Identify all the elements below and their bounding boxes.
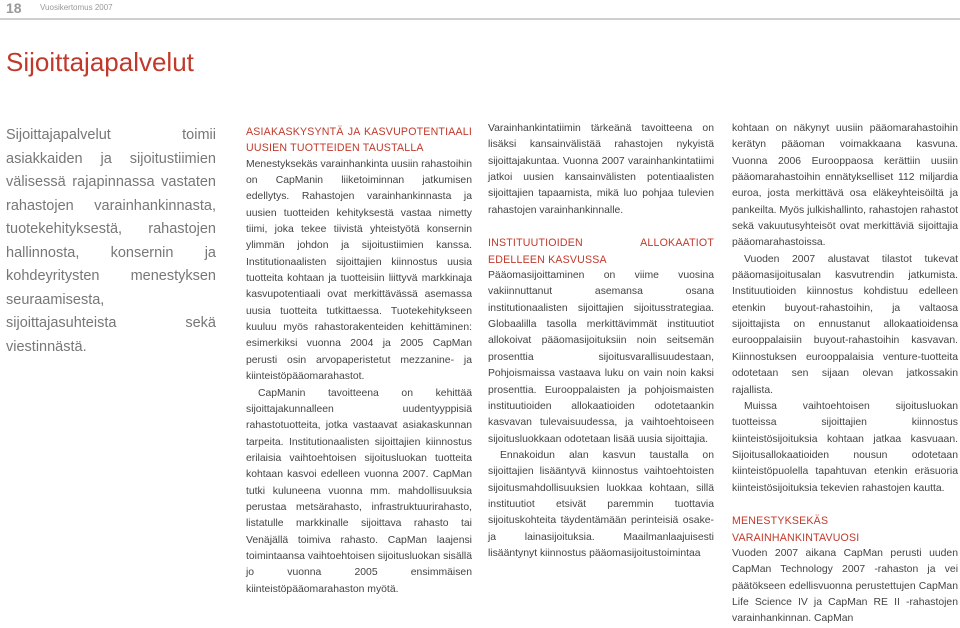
text-column-3	[732, 121, 958, 628]
col3-paragraph-2: Vuoden 2007 alustavat tilastot tukevat pääomasijoitusalan kasvutrendin jatkumista. Instituutioiden kiinnostus kohdistuu edelleen etenkin buyout-rahastoihin, ja valtaosa sijoittajista on ennustanut allokaatioidensa eurooppalaisiin buyout-rahastoihin kasvavan. Kiinnostuksen eurooppalaisia venture-tuotteita odotetaan sen sijaan olevan jatkossakin rajallista.	[732, 253, 958, 396]
page-title: Sijoittajapalvelut	[6, 47, 194, 77]
paragraph-gap	[488, 219, 714, 235]
col1-paragraph-2: CapManin tavoitteena on kehittää sijoittajakunnalleen uudentyyppisiä rahastotuotteita, jotka vastaavat asiakaskunnan tarpeita. Institutionaalisten sijoittajien kiinnostus erilaisia vaihtoehtoisen sijoitusluokan tuotteita kohtaan kasvoi edelleen vuonna 2007. CapMan tutki kuluneena vuonna mm. mahdollisuuksia perustaa metsärahasto, infrastruktuurirahasto, listatulle markkinalle sijoittava rahasto tai Venäjällä toimiva rahasto. CapMan laajensi toimintaansa vaihtoehtoisen sijoitusluokan sisällä jo vuonna 2005 ensimmäisen kiinteistöpääomarahaston myötä.	[246, 387, 472, 595]
col3-paragraph-3: Muissa vaihtoehtoisen sijoitusluokan tuotteissa sijoittajien kiinnostus kiinteistösijoituksia kohtaan jatkaa kasvuaan. Sijoitusallokaatioiden nousun odotetaan kiinteistöpuolella tapahtuvan etenkin eräsuoria kiinteistösijoituksia tekevien rahastojen kautta.	[732, 400, 958, 494]
col3-paragraph-1: kohtaan on näkynyt uusiin pääomarahastoihin kerätyn pääoman voimakkaana kasvuna. Vuonna 2006 Eurooppaosa kerättiin uusiin pääomarahastoihin ennätykselliset 112 miljardia euroa, josta merkittävä osa eläkeyhteisöiltä ja pankeilta. Myös julkishallinto, rahastojen rahastot sekä vakuutusyhteisöt ovat merkittäviä sijoittajia pääomarahastoissa.	[732, 123, 958, 249]
running-head: Vuosikertomus 2007	[40, 3, 113, 12]
col3-paragraph-4: Vuoden 2007 aikana CapMan perusti uuden CapMan Technology 2007 -rahaston ja vei päätökseen edellisvuonna perustettujen CapMan Life Science IV ja CapMan RE II -rahastojen varainhankinnan. CapMan	[732, 547, 958, 625]
text-column-1	[246, 124, 472, 598]
header-divider	[0, 18, 960, 20]
section-heading-demand: ASIAKASKYSYNTÄ JA KASVUPOTENTIAALI UUSIEN TUOTTEIDEN TAUSTALLA	[246, 126, 472, 155]
section-heading-allocations: INSTITUUTIOIDEN ALLOKAATIOT EDELLEEN KASVUSSA	[488, 237, 714, 266]
section-heading-fundraising: MENESTYKSEKÄS VARAINHANKINTAVUOSI	[732, 515, 860, 544]
text-column-2	[488, 121, 714, 562]
page-number: 18	[6, 0, 22, 16]
col2-paragraph-2: Pääomasijoittaminen on viime vuosina vakiinnuttanut asemansa osana institutionaalisten sijoittajien sijoitusstrategiaa. Globaalilla tasolla merkittävimmät instituutiot allokoivat pääomasijoituksiin noin seitsemän prosenttia sijoitusvarallisuudestaan, Pohjoismaissa vastaava luku on vain noin kaksi prosenttia. Eurooppalaisten ja pohjoismaisten instituutioiden allokaatioiden odotetaankin kasvavan tulevaisuudessa, ja vaihtoehtoiseen sijoitusluokkaan odotetaan lisää uusia sijoittajia.	[488, 270, 714, 445]
col2-paragraph-1: Varainhankintatiimin tärkeänä tavoitteena on lisäksi kansainvälistää rahastojen nykyistä sijoittajakuntaa. Vuonna 2007 varainhankintatiimi jatkoi uusien kansainvälisten potentiaalisten sijoittajien tapaamista, mikä luo pohjaa tulevien rahastojen varainhankinnalle.	[488, 123, 714, 216]
intro-paragraph: Sijoittajapalvelut toimii asiakkaiden ja sijoitustiimien välisessä rajapinnassa vastaten rahastojen varainhankinnasta, tuotekehityksestä, rahastojen hallinnosta, konsernin ja kohdeyritysten menestyksen seuraamisesta, sijoittajasuhteista sekä viestinnästä.	[6, 127, 216, 355]
col2-paragraph-3: Ennakoidun alan kasvun taustalla on sijoittajien lisääntyvä kiinnostus vaihtoehtoisten sijoitusmahdollisuuksien luokkaa kohtaan, sillä instituutiot etsivät paremmin tuottavia sijoituskohteita täydentämään perinteisiä osake- ja lainasijoituksia. Maailmanlaajuisesti lisääntynyt kiinnostus pääomasijoitustoimintaa	[488, 449, 714, 559]
paragraph-gap	[732, 497, 958, 513]
col1-paragraph-1: Menestyksekäs varainhankinta uusiin rahastoihin on CapManin liiketoiminnan jatkumisen edellytys. Rahastojen varainhankinnasta ja uusien tuotteiden kehityksestä vastaa nimetty tiimi, joka tekee tiivistä yhteistyötä konsernin ylimmän johdon ja sijoitustiimien kanssa. Institutionaalisten sijoittajien kiinnostus uusia tuotteita kohtaan ja tuotteisiin liittyvä markkinaja kasvupotentiaali ovat merkittävässä asemassa uusia tuotteita tutkittaessa. Tuotekehitykseen kuuluu myös rahastorakenteiden kehittäminen: esimerkiksi vuonna 2004 ja 2005 CapMan perusti osin arvopaperistetut mezzanine- ja kiinteistöpääomarahastot.	[246, 158, 472, 383]
